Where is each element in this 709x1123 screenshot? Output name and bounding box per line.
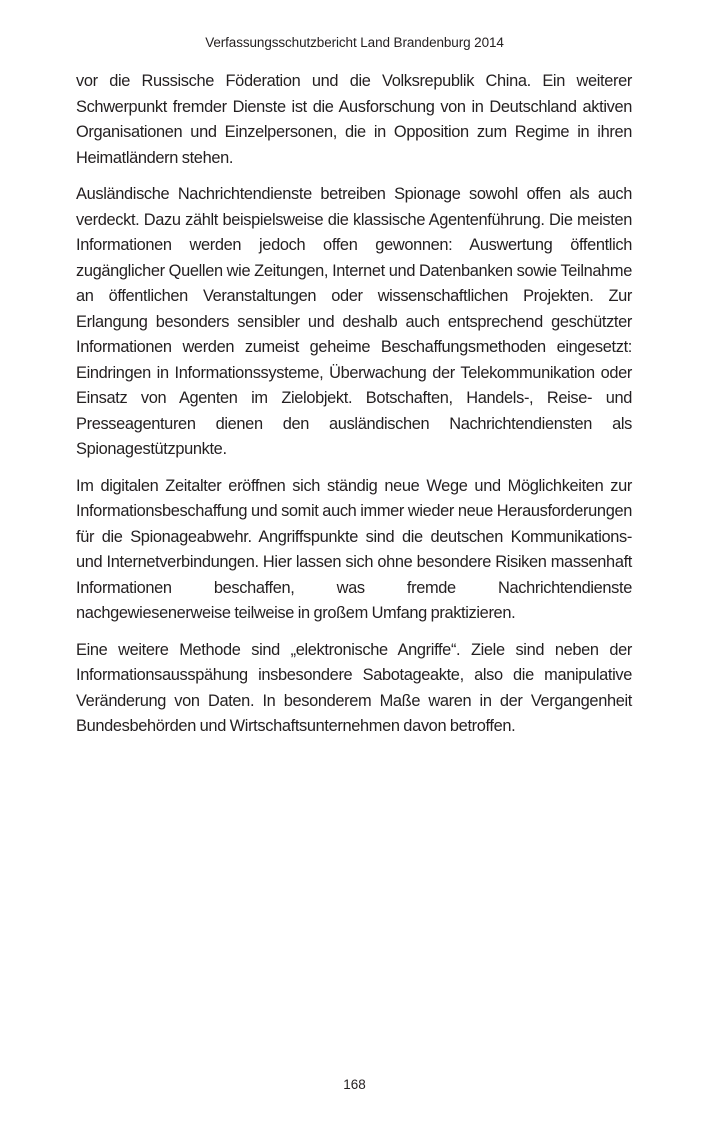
paragraph-3: Im digitalen Zeitalter eröffnen sich ständig neue Wege und Möglichkeiten zur Informationsbeschaffung und somit auch immer wieder neue Herausforderungen für die Spionageabwehr. Angriffspunkte sind die deutschen Kommunikations- und Internetverbindungen. Hier lassen sich ohne besondere Risiken massenhaft Informationen beschaffen, was fremde Nachrichtendienste nachgewiesenerweise teilweise in großem Umfang praktizieren. (76, 476, 632, 622)
running-header: Verfassungsschutzbericht Land Brandenburg 2014 (205, 35, 504, 50)
paragraph-4: Eine weitere Methode sind „elektronische Angriffe“. Ziele sind neben der Informationsausspähung insbesondere Sabotageakte, also die manipulative Veränderung von Daten. In besonderem Maße waren in der Vergangenheit Bundesbehörden und Wirtschaftsunternehmen davon betroffen. (76, 640, 632, 735)
body-text (76, 69, 632, 751)
page-number: 168 (343, 1077, 366, 1092)
paragraph-1: vor die Russische Föderation und die Volksrepublik China. Ein weiterer Schwerpunkt fremder Dienste ist die Ausforschung von in Deutschland aktiven Organisationen und Einzelpersonen, die in Opposition zum Regime in ihren Heimatländern stehen. (76, 72, 632, 167)
paragraph-2: Ausländische Nachrichtendienste betreiben Spionage sowohl offen als auch verdeckt. Dazu zählt beispielsweise die klassische Agentenführung. Die meisten Informationen werden jedoch offen gewonnen: Auswertung öffentlich zugänglicher Quellen wie Zeitungen, Internet und Datenbanken sowie Teilnahme an öffentlichen Veranstaltungen oder wissenschaftlichen Projekten. Zur Erlangung besonders sensibler und deshalb auch entsprechend geschützter Informationen werden zumeist geheime Beschaffungsmethoden eingesetzt: Eindringen in Informationssysteme, Überwachung der Telekommunikation oder Einsatz von Agenten im Zielobjekt. Botschaften, Handels-, Reise- und Presseagenturen dienen den ausländischen Nachrichtendiensten als Spionagestützpunkte. (76, 185, 632, 458)
